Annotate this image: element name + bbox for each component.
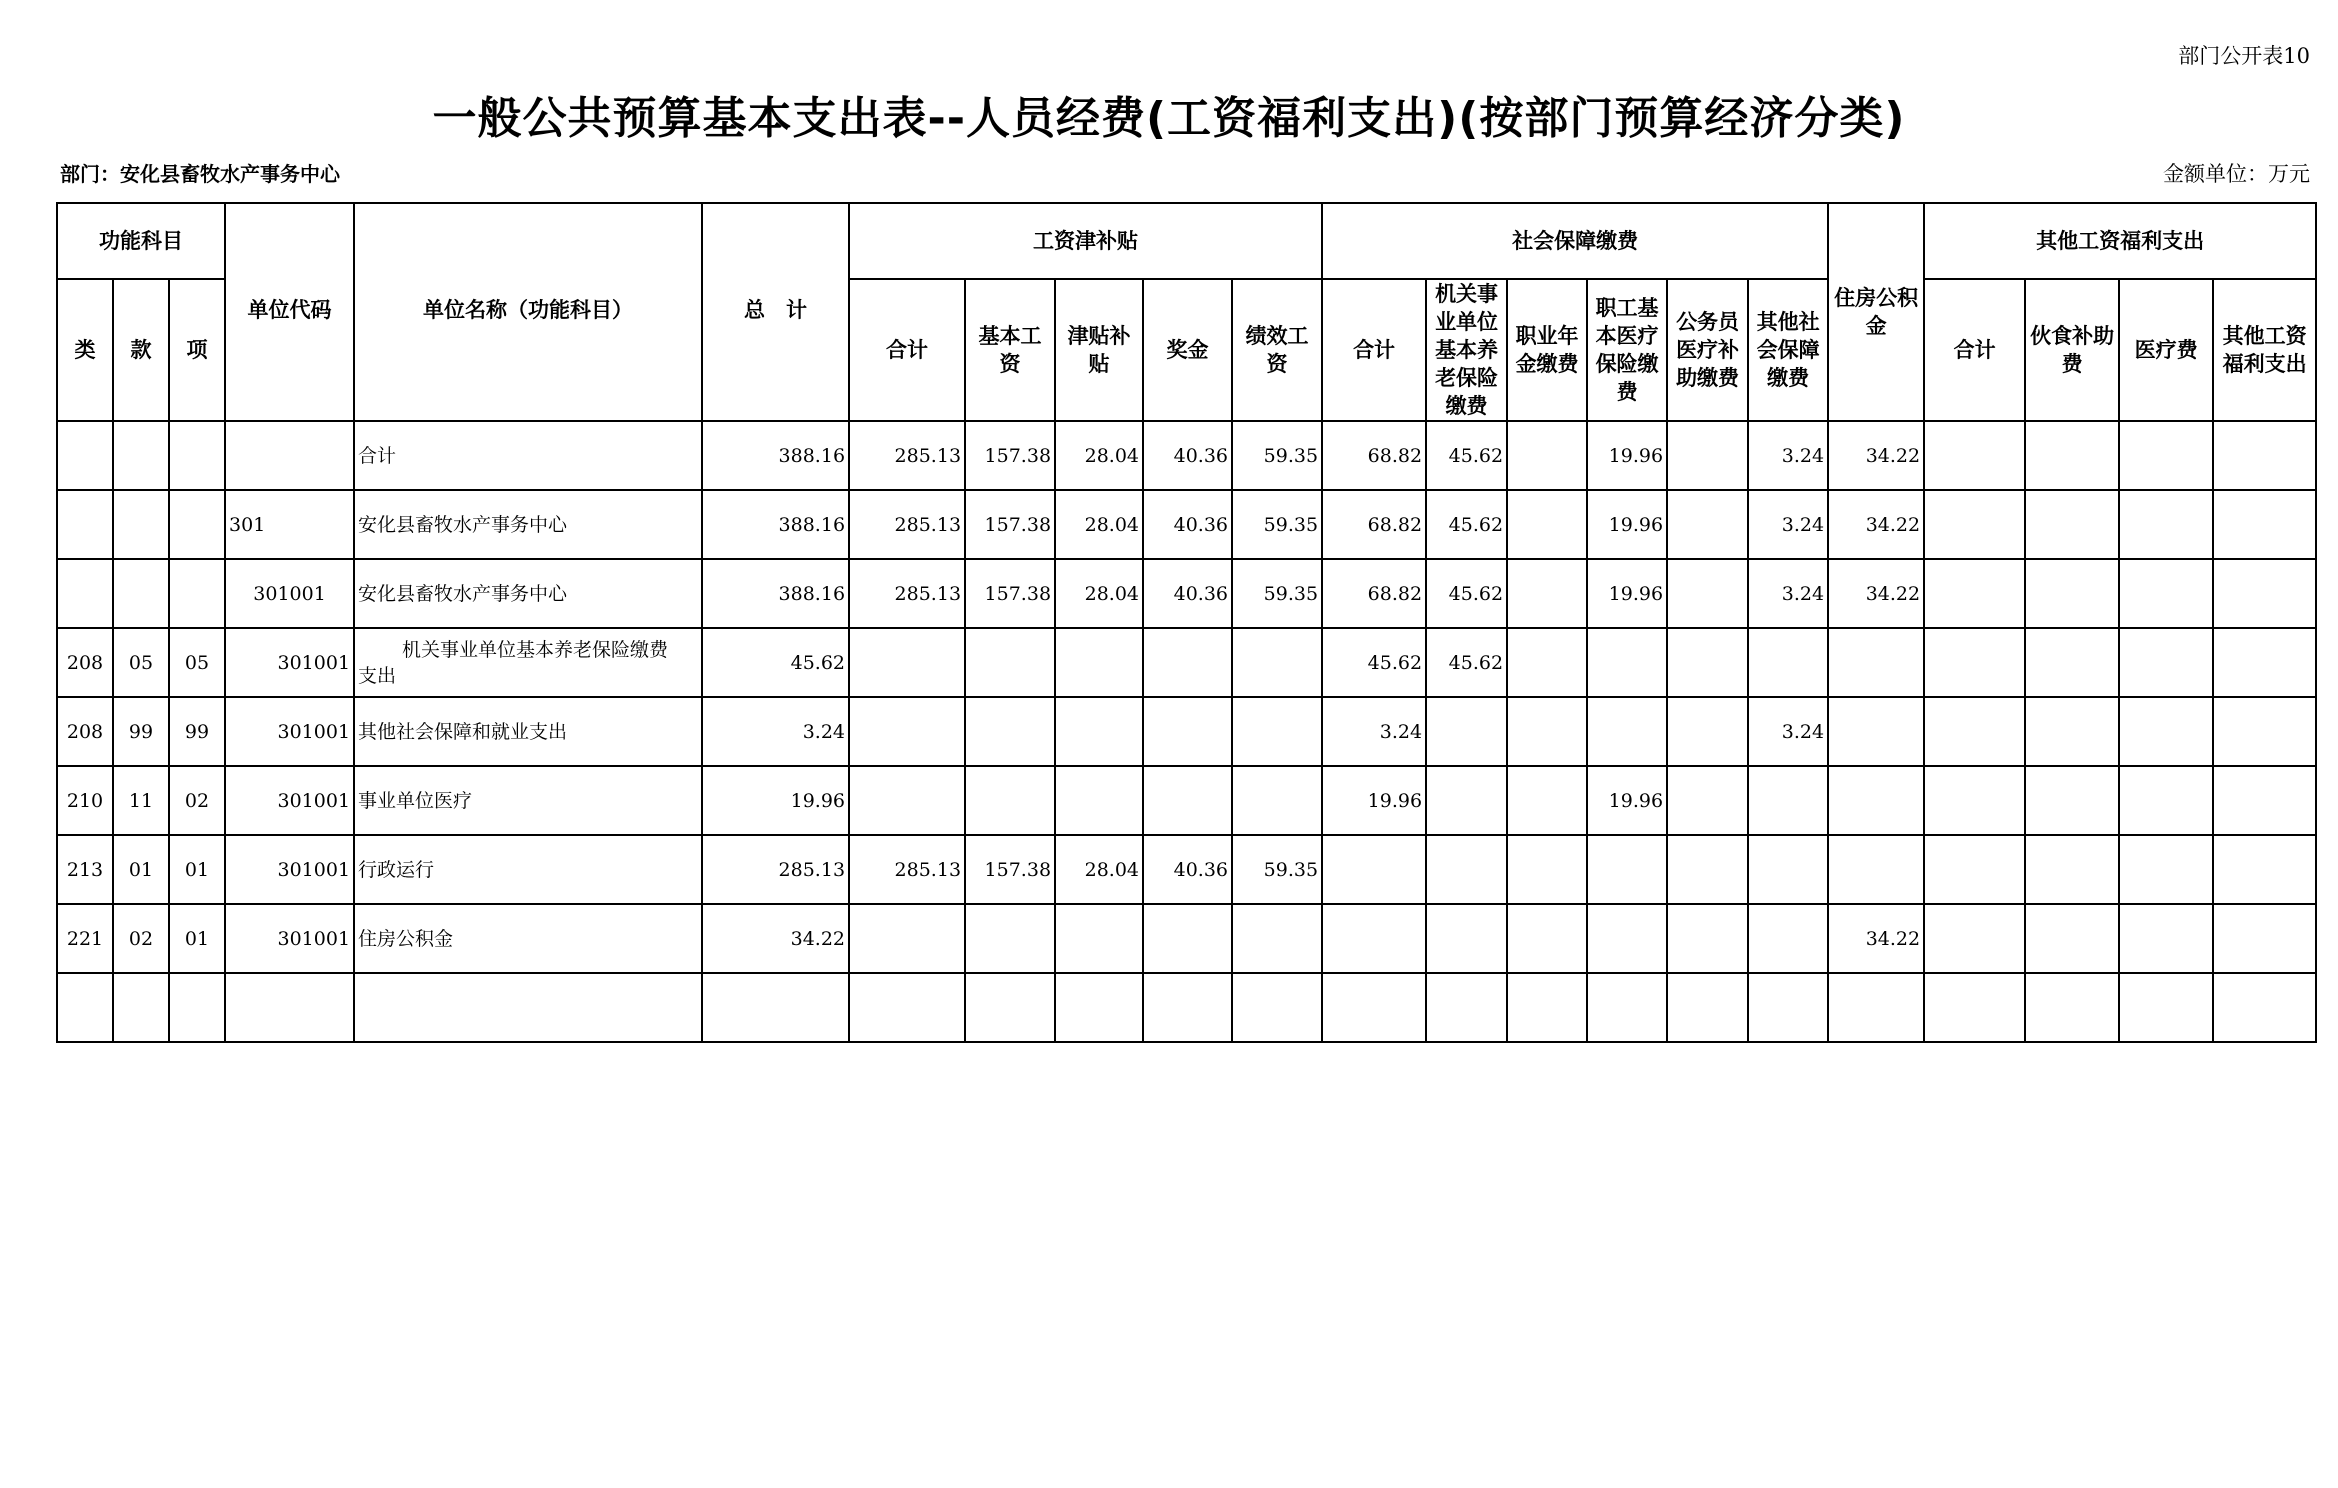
cell-basic-wage [965, 697, 1055, 766]
cell-civil-medical [1667, 421, 1748, 490]
cell-bonus [1143, 973, 1232, 1042]
cell-lei: 213 [57, 835, 113, 904]
cell-xiang [169, 421, 225, 490]
cell-other-social: 3.24 [1748, 559, 1828, 628]
cell-med-fee [2119, 421, 2213, 490]
cell-lei: 221 [57, 904, 113, 973]
cell-bonus [1143, 697, 1232, 766]
cell-xiang: 99 [169, 697, 225, 766]
cell-med-fee [2119, 490, 2213, 559]
cell-code: 301001 [225, 559, 354, 628]
cell-name: 事业单位医疗 [354, 766, 702, 835]
cell-performance: 59.35 [1232, 490, 1322, 559]
cell-other-welfare [2213, 766, 2316, 835]
cell-other-welfare [2213, 421, 2316, 490]
cell-xiang [169, 973, 225, 1042]
cell-medical [1587, 973, 1667, 1042]
cell-social-total [1322, 835, 1426, 904]
cell-other-total [1924, 559, 2025, 628]
cell-kuan [113, 559, 169, 628]
cell-allowance: 28.04 [1055, 559, 1143, 628]
cell-meal [2025, 490, 2119, 559]
header-wage-total: 合计 [849, 279, 965, 421]
cell-other-social: 3.24 [1748, 421, 1828, 490]
cell-social-total: 68.82 [1322, 559, 1426, 628]
cell-basic-wage: 157.38 [965, 559, 1055, 628]
cell-housing [1828, 766, 1924, 835]
amount-unit-label: 金额单位：万元 [2163, 162, 2310, 186]
cell-allowance: 28.04 [1055, 835, 1143, 904]
cell-med-fee [2119, 973, 2213, 1042]
cell-total [702, 973, 849, 1042]
cell-other-total [1924, 835, 2025, 904]
cell-lei [57, 973, 113, 1042]
table-row [57, 628, 2316, 697]
cell-housing: 34.22 [1828, 490, 1924, 559]
cell-total: 388.16 [702, 421, 849, 490]
cell-bonus [1143, 628, 1232, 697]
cell-other-total [1924, 904, 2025, 973]
header-other-welfare: 其他工资福利支出 [2213, 279, 2316, 421]
cell-allowance [1055, 766, 1143, 835]
cell-kuan: 02 [113, 904, 169, 973]
cell-code [225, 973, 354, 1042]
cell-kuan: 05 [113, 628, 169, 697]
cell-lei: 208 [57, 628, 113, 697]
cell-civil-medical [1667, 766, 1748, 835]
cell-code: 301 [225, 490, 354, 559]
cell-housing [1828, 973, 1924, 1042]
cell-social-total [1322, 904, 1426, 973]
page-label: 部门公开表10 [2178, 44, 2310, 68]
header-lei: 类 [57, 279, 113, 421]
cell-other-welfare [2213, 697, 2316, 766]
cell-basic-wage [965, 904, 1055, 973]
cell-xiang [169, 490, 225, 559]
cell-wage-total [849, 628, 965, 697]
cell-meal [2025, 628, 2119, 697]
cell-other-welfare [2213, 559, 2316, 628]
cell-basic-wage: 157.38 [965, 835, 1055, 904]
cell-housing: 34.22 [1828, 904, 1924, 973]
cell-other-total [1924, 973, 2025, 1042]
cell-social-total: 45.62 [1322, 628, 1426, 697]
cell-pension [1426, 973, 1507, 1042]
cell-wage-total [849, 697, 965, 766]
cell-performance: 59.35 [1232, 421, 1322, 490]
cell-name: 合计 [354, 421, 702, 490]
cell-kuan: 11 [113, 766, 169, 835]
page-title: 一般公共预算基本支出表--人员经费(工资福利支出)(按部门预算经济分类) [432, 93, 1906, 144]
cell-annuity [1507, 835, 1587, 904]
cell-med-fee [2119, 697, 2213, 766]
cell-performance [1232, 904, 1322, 973]
header-pension: 机关事业单位基本养老保险缴费 [1426, 279, 1507, 421]
cell-xiang: 02 [169, 766, 225, 835]
cell-wage-total: 285.13 [849, 835, 965, 904]
header-other-group: 其他工资福利支出 [1924, 203, 2316, 279]
cell-bonus: 40.36 [1143, 490, 1232, 559]
cell-medical [1587, 835, 1667, 904]
cell-other-social [1748, 835, 1828, 904]
cell-other-total [1924, 490, 2025, 559]
header-med-fee: 医疗费 [2119, 279, 2213, 421]
cell-civil-medical [1667, 904, 1748, 973]
header-meal: 伙食补助费 [2025, 279, 2119, 421]
header-other-social: 其他社会保障缴费 [1748, 279, 1828, 421]
cell-pension: 45.62 [1426, 628, 1507, 697]
cell-medical: 19.96 [1587, 559, 1667, 628]
cell-code: 301001 [225, 835, 354, 904]
cell-total: 388.16 [702, 559, 849, 628]
cell-bonus: 40.36 [1143, 835, 1232, 904]
cell-kuan [113, 973, 169, 1042]
cell-other-total [1924, 628, 2025, 697]
cell-housing [1828, 835, 1924, 904]
cell-social-total [1322, 973, 1426, 1042]
cell-pension [1426, 835, 1507, 904]
cell-basic-wage [965, 628, 1055, 697]
cell-civil-medical [1667, 697, 1748, 766]
cell-pension: 45.62 [1426, 559, 1507, 628]
header-medical: 职工基本医疗保险缴费 [1587, 279, 1667, 421]
cell-pension: 45.62 [1426, 490, 1507, 559]
table-row [57, 973, 2316, 1042]
cell-name: 安化县畜牧水产事务中心 [354, 490, 702, 559]
header-social-total: 合计 [1322, 279, 1426, 421]
cell-total: 388.16 [702, 490, 849, 559]
cell-bonus: 40.36 [1143, 559, 1232, 628]
cell-kuan: 99 [113, 697, 169, 766]
cell-allowance [1055, 697, 1143, 766]
cell-code [225, 421, 354, 490]
cell-lei [57, 490, 113, 559]
cell-other-total [1924, 421, 2025, 490]
cell-total: 19.96 [702, 766, 849, 835]
cell-pension [1426, 904, 1507, 973]
cell-basic-wage [965, 766, 1055, 835]
cell-medical [1587, 697, 1667, 766]
cell-medical: 19.96 [1587, 421, 1667, 490]
cell-med-fee [2119, 835, 2213, 904]
cell-other-total [1924, 766, 2025, 835]
cell-wage-total: 285.13 [849, 421, 965, 490]
header-func-subject: 功能科目 [57, 203, 225, 279]
table-body [57, 421, 2316, 1042]
cell-allowance [1055, 904, 1143, 973]
cell-performance: 59.35 [1232, 835, 1322, 904]
cell-xiang: 01 [169, 904, 225, 973]
cell-medical: 19.96 [1587, 490, 1667, 559]
header-allowance: 津贴补贴 [1055, 279, 1143, 421]
cell-name: 其他社会保障和就业支出 [354, 697, 702, 766]
cell-annuity [1507, 697, 1587, 766]
cell-lei: 210 [57, 766, 113, 835]
cell-code: 301001 [225, 628, 354, 697]
cell-housing: 34.22 [1828, 421, 1924, 490]
header-xiang: 项 [169, 279, 225, 421]
cell-name: 安化县畜牧水产事务中心 [354, 559, 702, 628]
cell-allowance [1055, 973, 1143, 1042]
table-row [57, 559, 2316, 628]
cell-wage-total [849, 766, 965, 835]
cell-name: 住房公积金 [354, 904, 702, 973]
cell-meal [2025, 697, 2119, 766]
cell-lei: 208 [57, 697, 113, 766]
cell-other-social [1748, 904, 1828, 973]
cell-other-welfare [2213, 835, 2316, 904]
cell-annuity [1507, 628, 1587, 697]
cell-social-total: 68.82 [1322, 490, 1426, 559]
cell-wage-total [849, 973, 965, 1042]
header-civil-medical: 公务员医疗补助缴费 [1667, 279, 1748, 421]
table-row [57, 490, 2316, 559]
cell-pension [1426, 697, 1507, 766]
cell-wage-total [849, 904, 965, 973]
cell-kuan [113, 490, 169, 559]
header-social-group: 社会保障缴费 [1322, 203, 1828, 279]
header-unit-name: 单位名称（功能科目） [354, 203, 702, 421]
cell-basic-wage [965, 973, 1055, 1042]
cell-total: 3.24 [702, 697, 849, 766]
cell-xiang: 05 [169, 628, 225, 697]
header-other-total: 合计 [1924, 279, 2025, 421]
table-row [57, 835, 2316, 904]
cell-bonus: 40.36 [1143, 421, 1232, 490]
cell-social-total: 3.24 [1322, 697, 1426, 766]
header-bonus: 奖金 [1143, 279, 1232, 421]
cell-xiang: 01 [169, 835, 225, 904]
cell-annuity [1507, 766, 1587, 835]
cell-housing [1828, 697, 1924, 766]
cell-meal [2025, 973, 2119, 1042]
cell-performance [1232, 697, 1322, 766]
header-kuan: 款 [113, 279, 169, 421]
cell-civil-medical [1667, 559, 1748, 628]
cell-annuity [1507, 904, 1587, 973]
cell-annuity [1507, 973, 1587, 1042]
cell-name [354, 973, 702, 1042]
cell-medical [1587, 904, 1667, 973]
budget-table [56, 202, 2317, 1043]
cell-allowance: 28.04 [1055, 490, 1143, 559]
cell-meal [2025, 421, 2119, 490]
cell-name: 行政运行 [354, 835, 702, 904]
cell-medical: 19.96 [1587, 766, 1667, 835]
cell-pension: 45.62 [1426, 421, 1507, 490]
cell-other-welfare [2213, 973, 2316, 1042]
cell-housing [1828, 628, 1924, 697]
cell-total: 34.22 [702, 904, 849, 973]
cell-xiang [169, 559, 225, 628]
header-unit-code: 单位代码 [225, 203, 354, 421]
cell-kuan: 01 [113, 835, 169, 904]
table-row [57, 766, 2316, 835]
cell-civil-medical [1667, 835, 1748, 904]
cell-total: 45.62 [702, 628, 849, 697]
cell-other-social: 3.24 [1748, 490, 1828, 559]
table-row [57, 697, 2316, 766]
cell-allowance: 28.04 [1055, 421, 1143, 490]
cell-performance [1232, 766, 1322, 835]
cell-other-social: 3.24 [1748, 697, 1828, 766]
cell-wage-total: 285.13 [849, 490, 965, 559]
table-row [57, 421, 2316, 490]
cell-med-fee [2119, 904, 2213, 973]
cell-code: 301001 [225, 904, 354, 973]
cell-medical [1587, 628, 1667, 697]
table-row [57, 904, 2316, 973]
header-annuity: 职业年金缴费 [1507, 279, 1587, 421]
cell-total: 285.13 [702, 835, 849, 904]
cell-wage-total: 285.13 [849, 559, 965, 628]
cell-housing: 34.22 [1828, 559, 1924, 628]
cell-meal [2025, 904, 2119, 973]
cell-code: 301001 [225, 697, 354, 766]
cell-med-fee [2119, 766, 2213, 835]
cell-performance: 59.35 [1232, 559, 1322, 628]
cell-med-fee [2119, 628, 2213, 697]
cell-basic-wage: 157.38 [965, 421, 1055, 490]
cell-other-social [1748, 628, 1828, 697]
cell-bonus [1143, 904, 1232, 973]
cell-lei [57, 421, 113, 490]
header-basic-wage: 基本工资 [965, 279, 1055, 421]
header-wage-group: 工资津补贴 [849, 203, 1322, 279]
cell-med-fee [2119, 559, 2213, 628]
cell-basic-wage: 157.38 [965, 490, 1055, 559]
cell-performance [1232, 973, 1322, 1042]
cell-other-welfare [2213, 904, 2316, 973]
cell-bonus [1143, 766, 1232, 835]
department-label: 部门：安化县畜牧水产事务中心 [60, 162, 340, 186]
cell-annuity [1507, 421, 1587, 490]
cell-performance [1232, 628, 1322, 697]
cell-other-social [1748, 766, 1828, 835]
cell-annuity [1507, 490, 1587, 559]
cell-other-total [1924, 697, 2025, 766]
cell-code: 301001 [225, 766, 354, 835]
cell-other-social [1748, 973, 1828, 1042]
cell-meal [2025, 835, 2119, 904]
cell-lei [57, 559, 113, 628]
header-total: 总 计 [702, 203, 849, 421]
cell-kuan [113, 421, 169, 490]
cell-meal [2025, 766, 2119, 835]
cell-other-welfare [2213, 490, 2316, 559]
cell-name: 机关事业单位基本养老保险缴费 支出 [354, 628, 702, 697]
cell-annuity [1507, 559, 1587, 628]
cell-pension [1426, 766, 1507, 835]
cell-civil-medical [1667, 973, 1748, 1042]
cell-civil-medical [1667, 490, 1748, 559]
cell-civil-medical [1667, 628, 1748, 697]
cell-social-total: 68.82 [1322, 421, 1426, 490]
header-housing: 住房公积金 [1828, 203, 1924, 421]
cell-social-total: 19.96 [1322, 766, 1426, 835]
cell-allowance [1055, 628, 1143, 697]
cell-meal [2025, 559, 2119, 628]
header-performance: 绩效工资 [1232, 279, 1322, 421]
cell-other-welfare [2213, 628, 2316, 697]
